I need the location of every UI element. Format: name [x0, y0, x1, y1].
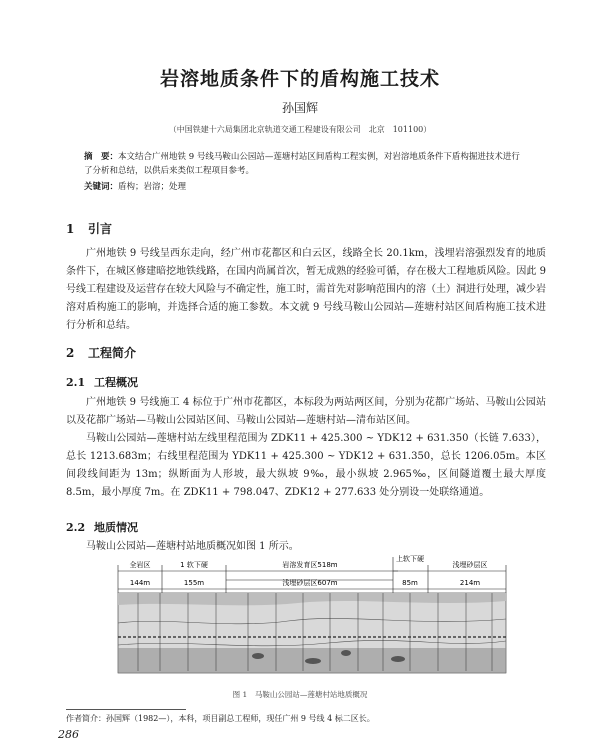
geology-profile-figure [98, 553, 513, 677]
keywords-text: 盾构；岩溶；处理 [118, 182, 187, 192]
paper-affiliation: （中国铁建十六局集团北京轨道交通工程建设有限公司 北京 101100） [168, 125, 432, 134]
subsection-heading-geology [66, 519, 138, 535]
subsection-number: 2.2 [66, 521, 86, 534]
abstract-text: 本文结合广州地铁 9 号线马鞍山公园站—莲塘村站区间盾构工程实例，对岩溶地质条件下盾构掘进技术进行了分析和总结，以供后来类似工程项目参考。 [84, 152, 520, 176]
abstract [84, 150, 524, 178]
overview-paragraph-1: 广州地铁 9 号线施工 4 标位于广州市花都区，本标段为两站两区间，分别为花都广场站、马鞍山公园站以及花都广场站—马鞍山公园站区间、马鞍山公园站—莲塘村站—清布站区间。 [66, 397, 546, 426]
section-title: 引言 [88, 222, 113, 236]
section-number: 1 [66, 222, 75, 236]
label-sand-zone-2: 浅埋砂层区 [452, 561, 488, 569]
label-rock-zone: 全岩区 [129, 561, 151, 569]
label-soft-hard-2: 上软下硬 [396, 555, 424, 563]
subsection-title: 工程概况 [94, 376, 138, 389]
subsection-heading-overview [66, 374, 138, 390]
section-heading-project [66, 344, 136, 361]
footnote-rule [66, 709, 186, 710]
geology-paragraph: 马鞍山公园站—莲塘村站地质概况如图 1 所示。 [86, 541, 299, 552]
paper-author: 孙国辉 [281, 101, 318, 115]
label-shallow-sand: 浅埋砂层区607m [282, 579, 338, 587]
section-number: 2 [66, 346, 75, 360]
overview-paragraph-2: 马鞍山公园站—莲塘村站左线里程范围为 ZDK11 + 425.300 ~ YDK12 + 631.350（长链 7.633），总长 1213.683m；右线里程范围为 YDK11 + 425.300 ~ YDK12 + 631.350，总长 1206.05m。本区间段线间距为 13m；纵断面为人形坡，最大纵坡 9‰，最小纵坡 2.965‰，区间隧道覆土最大厚度 8.5m，最小厚度 7m。在 ZDK11 + 798.047、ZDK12 + 277.633 处分别设一处联络通道。 [66, 433, 546, 498]
length-sand-zone-2: 214m [459, 579, 481, 587]
length-soft-hard-1: 155m [183, 579, 205, 587]
abstract-label: 摘 要： [84, 152, 119, 162]
page-number: 286 [58, 728, 79, 741]
label-soft-hard-1: 1 软下硬 [180, 561, 208, 569]
section-title: 工程简介 [88, 346, 137, 360]
keywords [84, 180, 186, 192]
subsection-title: 地质情况 [94, 521, 138, 534]
paper-title: 岩溶地质条件下的盾构施工技术 [159, 68, 440, 90]
figure-caption: 图 1 马鞍山公园站—莲塘村站地质概况 [232, 690, 368, 699]
label-karst-zone: 岩溶发育区518m [282, 561, 338, 569]
section-heading-introduction [66, 220, 112, 237]
subsection-number: 2.1 [66, 376, 86, 389]
intro-paragraph: 广州地铁 9 号线呈西东走向，经广州市花都区和白云区，线路全长 20.1km，浅埋岩溶强烈发育的地质条件下，在城区修建暗挖地铁线路，在国内尚属首次，暂无成熟的经验可循，存在极大工程地质风险。因此 9 号线工程建设及运营存在较大风险与不确定性，施工时，需首先对影响范围内的溶（土）洞进行处理，减少岩溶对盾构施工的影响，并选择合适的施工参数。本文就 9 号线马鞍山公园站—莲塘村站区间盾构施工技术进行分析和总结。 [66, 248, 546, 331]
keywords-label: 关键词： [84, 182, 119, 192]
author-footnote: 作者简介：孙国辉（1982—），本科，项目副总工程师，现任广州 9 号线 4 标二区长。 [66, 714, 375, 723]
length-rock-zone: 144m [129, 579, 151, 587]
length-soft-hard-2: 85m [402, 579, 418, 587]
